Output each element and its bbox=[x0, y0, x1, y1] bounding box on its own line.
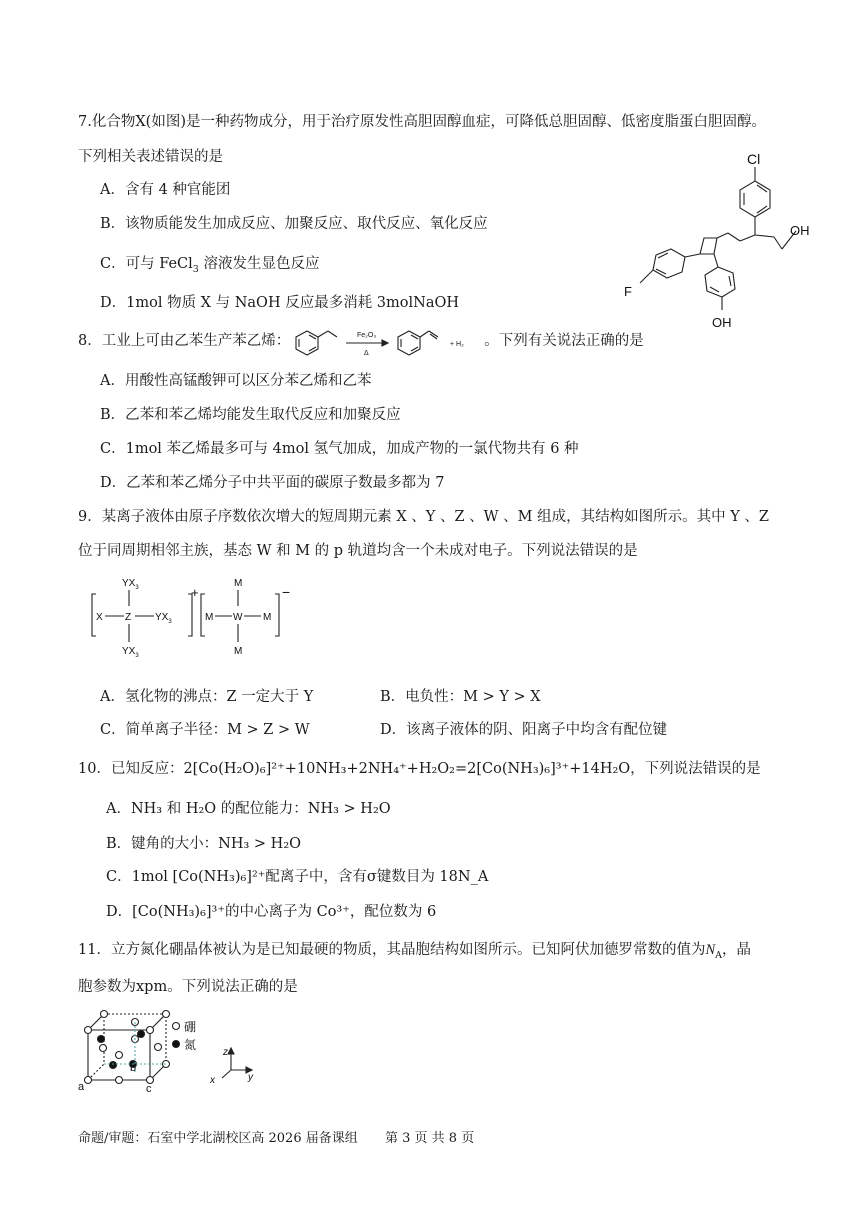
q7-option-c-pre: C．可与 FeCl bbox=[100, 256, 193, 272]
q11-axis-x: x bbox=[210, 1075, 215, 1086]
q7-option-c-post: 溶液发生显色反应 bbox=[198, 256, 320, 272]
q11-stem-pre: 11．立方氮化硼晶体被认为是已知最硬的物质，其晶胞结构如图所示。已知阿伏加德罗常数的值为 bbox=[78, 942, 706, 958]
q9-w-label: W bbox=[233, 612, 243, 623]
q9-x-label: X bbox=[96, 612, 103, 623]
q8-option-a: A．用酸性高锰酸钾可以区分苯乙烯和乙苯 bbox=[100, 373, 372, 389]
q7-option-a: A．含有 4 种官能团 bbox=[100, 182, 231, 198]
q8-option-d: D．乙苯和苯乙烯分子中共平面的碳原子数最多都为 7 bbox=[100, 475, 445, 491]
q9-yx-top-main: YX bbox=[122, 578, 136, 589]
q9-yx-bottom-main: YX bbox=[122, 646, 136, 657]
q10-option-c: C．1mol [Co(NH₃)₆]²⁺配离子中，含有σ键数目为 18N_A bbox=[106, 869, 489, 885]
q9-stem-line1: 9．某离子液体由原子序数依次增大的短周期元素 X 、Y 、Z 、W 、M 组成，其结构如图所示。其中 Y 、Z bbox=[78, 509, 769, 525]
q9-yx-right-sub: 3 bbox=[168, 619, 172, 625]
q11-xpm: xpm bbox=[136, 979, 168, 995]
q9-yx-right-main: YX bbox=[155, 612, 169, 623]
q10-option-a: A．NH₃ 和 H₂O 的配位能力：NH₃ > H₂O bbox=[106, 801, 391, 817]
q8-h2: + H₂ bbox=[450, 341, 464, 348]
q9-yx-bottom-sub: 3 bbox=[135, 653, 139, 659]
q10-option-d: D．[Co(NH₃)₆]³⁺的中心离子为 Co³⁺，配位数为 6 bbox=[106, 904, 437, 920]
q7-option-d: D．1mol 物质 X 与 NaOH 反应最多消耗 3molNaOH bbox=[100, 295, 460, 311]
q9-anion-charge: − bbox=[282, 584, 291, 600]
q11-label-b: b bbox=[130, 1062, 137, 1074]
footer-source: 命题/审题：石室中学北湖校区高 2026 届备课组 bbox=[78, 1131, 358, 1146]
q9-ion-structure bbox=[88, 576, 308, 666]
q9-m-top: M bbox=[234, 578, 243, 589]
q11-axis-y: y bbox=[248, 1072, 253, 1083]
q11-stem-line2 bbox=[78, 977, 298, 997]
q8-stem-pre: 8．工业上可由乙苯生产苯乙烯： bbox=[78, 333, 291, 349]
q7-option-b: B．该物质能发生加成反应、加聚反应、取代反应、氧化反应 bbox=[100, 216, 488, 232]
q7-compound-x-structure bbox=[600, 145, 820, 335]
q8-reagent: Fe₂O₃ bbox=[357, 332, 377, 339]
q9-option-d: D．该离子液体的阴、阳离子中均含有配位键 bbox=[380, 722, 668, 738]
q7-stem-line1: 7.化合物X(如图)是一种药物成分，用于治疗原发性高胆固醇血症，可降低总胆固醇、低密度脂蛋白胆固醇。 bbox=[78, 114, 766, 130]
q8-option-c: C．1mol 苯乙烯最多可与 4mol 氢气加成，加成产物的一氯代物共有 6 种 bbox=[100, 441, 579, 457]
q11-stem2-post: 。下列说法正确的是 bbox=[167, 979, 298, 995]
q7-oh2-label: OH bbox=[712, 315, 732, 330]
q7-stem-line2: 下列相关表述错误的是 bbox=[78, 149, 223, 165]
q8-reaction-scheme bbox=[292, 326, 488, 360]
q11-legend-nitrogen: 氮 bbox=[184, 1038, 197, 1052]
footer-page-number: 第 3 页 共 8 页 bbox=[385, 1131, 475, 1146]
q11-stem-post: ，晶 bbox=[722, 942, 751, 958]
q9-yx-top-sub: 3 bbox=[135, 585, 139, 591]
q10-option-b: B．键角的大小：NH₃ > H₂O bbox=[106, 836, 302, 852]
q9-yx-bottom bbox=[122, 646, 139, 659]
q11-na-sub: A bbox=[715, 949, 722, 961]
q11-stem2-pre: 胞参数为 bbox=[78, 979, 136, 995]
q9-option-c: C．简单离子半径：M > Z > W bbox=[100, 722, 310, 738]
q7-f-label: F bbox=[624, 284, 632, 299]
q11-stem-line1 bbox=[78, 940, 751, 960]
q11-legend-boron: 硼 bbox=[184, 1020, 197, 1034]
q10-stem: 10．已知反应：2[Co(H₂O)₆]²⁺+10NH₃+2NH₄⁺+H₂O₂=2[Co(NH₃)₆]³⁺+14H₂O，下列说法错误的是 bbox=[78, 761, 761, 777]
q9-z-label: Z bbox=[125, 612, 132, 623]
q11-label-c: c bbox=[146, 1083, 152, 1095]
q9-m-bottom: M bbox=[234, 646, 243, 657]
q7-cl-label: Cl bbox=[747, 151, 761, 167]
q11-na-symbol: N bbox=[705, 942, 716, 958]
q9-option-b: B．电负性：M > Y > X bbox=[380, 689, 541, 705]
q7-oh1-label: OH bbox=[790, 223, 810, 238]
q9-yx-top bbox=[122, 578, 139, 591]
q9-m-right: M bbox=[263, 612, 272, 623]
q11-crystal-cell-diagram bbox=[76, 1008, 276, 1095]
q9-m-left: M bbox=[205, 612, 214, 623]
q9-cation-charge: + bbox=[191, 585, 199, 600]
q8-option-b: B．乙苯和苯乙烯均能发生取代反应和加聚反应 bbox=[100, 407, 401, 423]
q7-option-c-sub: 3 bbox=[192, 263, 199, 275]
q9-option-a: A．氢化物的沸点：Z 一定大于 Y bbox=[100, 689, 314, 705]
q7-option-c bbox=[100, 254, 319, 274]
q9-yx-right bbox=[155, 612, 172, 625]
q8-condition: Δ bbox=[364, 350, 369, 357]
q8-stem-post: 。下列有关说法正确的是 bbox=[484, 333, 644, 349]
q11-axis-z: z bbox=[223, 1047, 228, 1058]
q11-label-a: a bbox=[78, 1081, 85, 1093]
q9-stem-line2: 位于同周期相邻主族，基态 W 和 M 的 p 轨道均含一个未成对电子。下列说法错误的是 bbox=[78, 543, 638, 559]
